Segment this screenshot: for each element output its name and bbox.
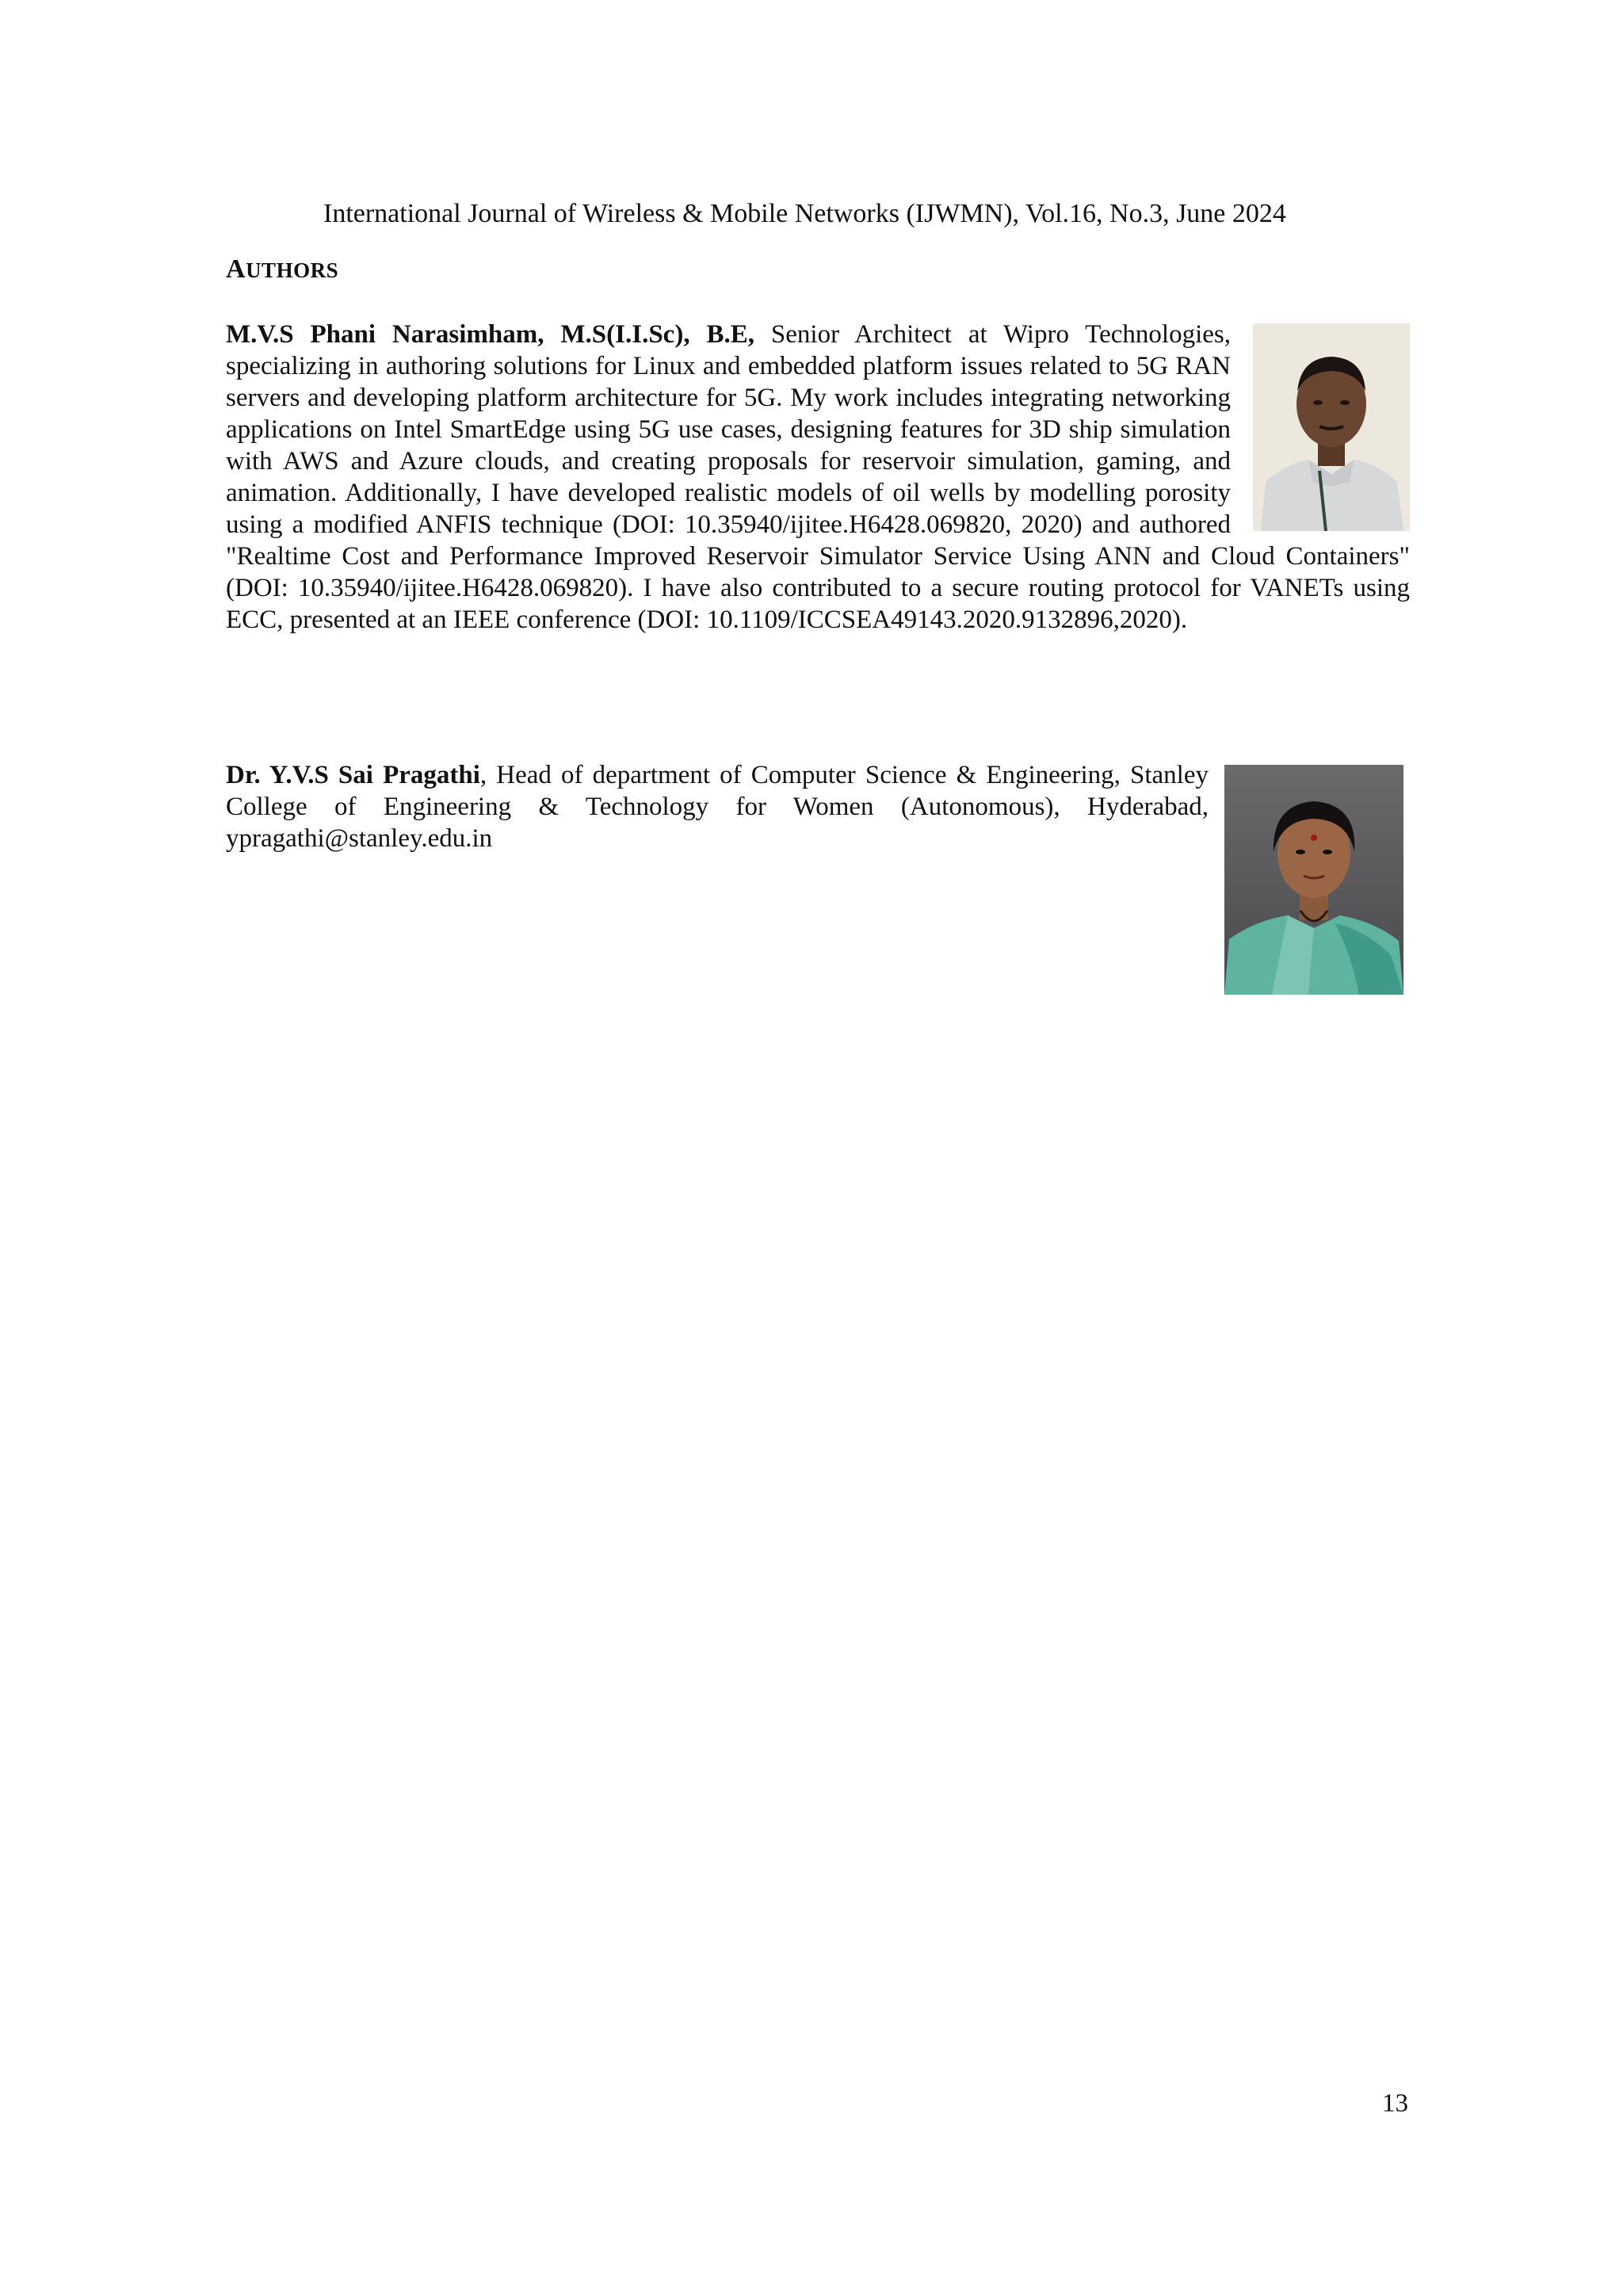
author-bio-1: Senior Architect at Wipro Technologies, specializing in authoring solutions for Linux and embedded platform issues related to 5G RAN servers and developing platform architecture for 5G. My work includes integrating networking applications on Intel SmartEdge using 5G use cases, designing features for 3D ship simulation with AWS and Azure clouds, and creating proposals for reservoir simulation, gaming, and animation. Additionally, I have developed realistic models of oil wells by modelling porosity using a modified ANFIS technique (DOI: 10.35940/ijitee.H6428.069820, 2020) and authored "Realtime Cost and Performance Improved Reservoir Simulator Service Using ANN and Cloud Containers" (DOI: 10.35940/ijitee.H6428.069820). I have also contributed to a secure routing protocol for VANETs using ECC, presented at an IEEE conference (DOI: 10.1109/ICCSEA49143.2020.9132896,2020). [226, 320, 1410, 634]
author-photo-2 [1224, 765, 1403, 995]
section-heading-initial: A [226, 254, 246, 284]
author-entry-1 [226, 319, 1410, 636]
author-name-1: M.V.S Phani Narasimham, M.S(I.I.Sc), B.E, [226, 320, 755, 349]
author-name-2: Dr. Y.V.S Sai Pragathi [226, 761, 480, 789]
section-heading-rest: UTHORS [246, 258, 339, 282]
author-bio-2: , Head of department of Computer Science & Engineering, Stanley College of Engineering & Technology for Women (Autonomous), Hyderabad, ypragathi@stanley.edu.in [226, 761, 1209, 853]
author-photo-1 [1253, 323, 1410, 531]
page-number: 13 [1382, 2089, 1408, 2118]
section-heading [226, 250, 338, 289]
running-header: International Journal of Wireless & Mobile Networks (IJWMN), Vol.16, No.3, June 2024 [323, 199, 1286, 228]
author-entry-2 [226, 759, 1209, 854]
